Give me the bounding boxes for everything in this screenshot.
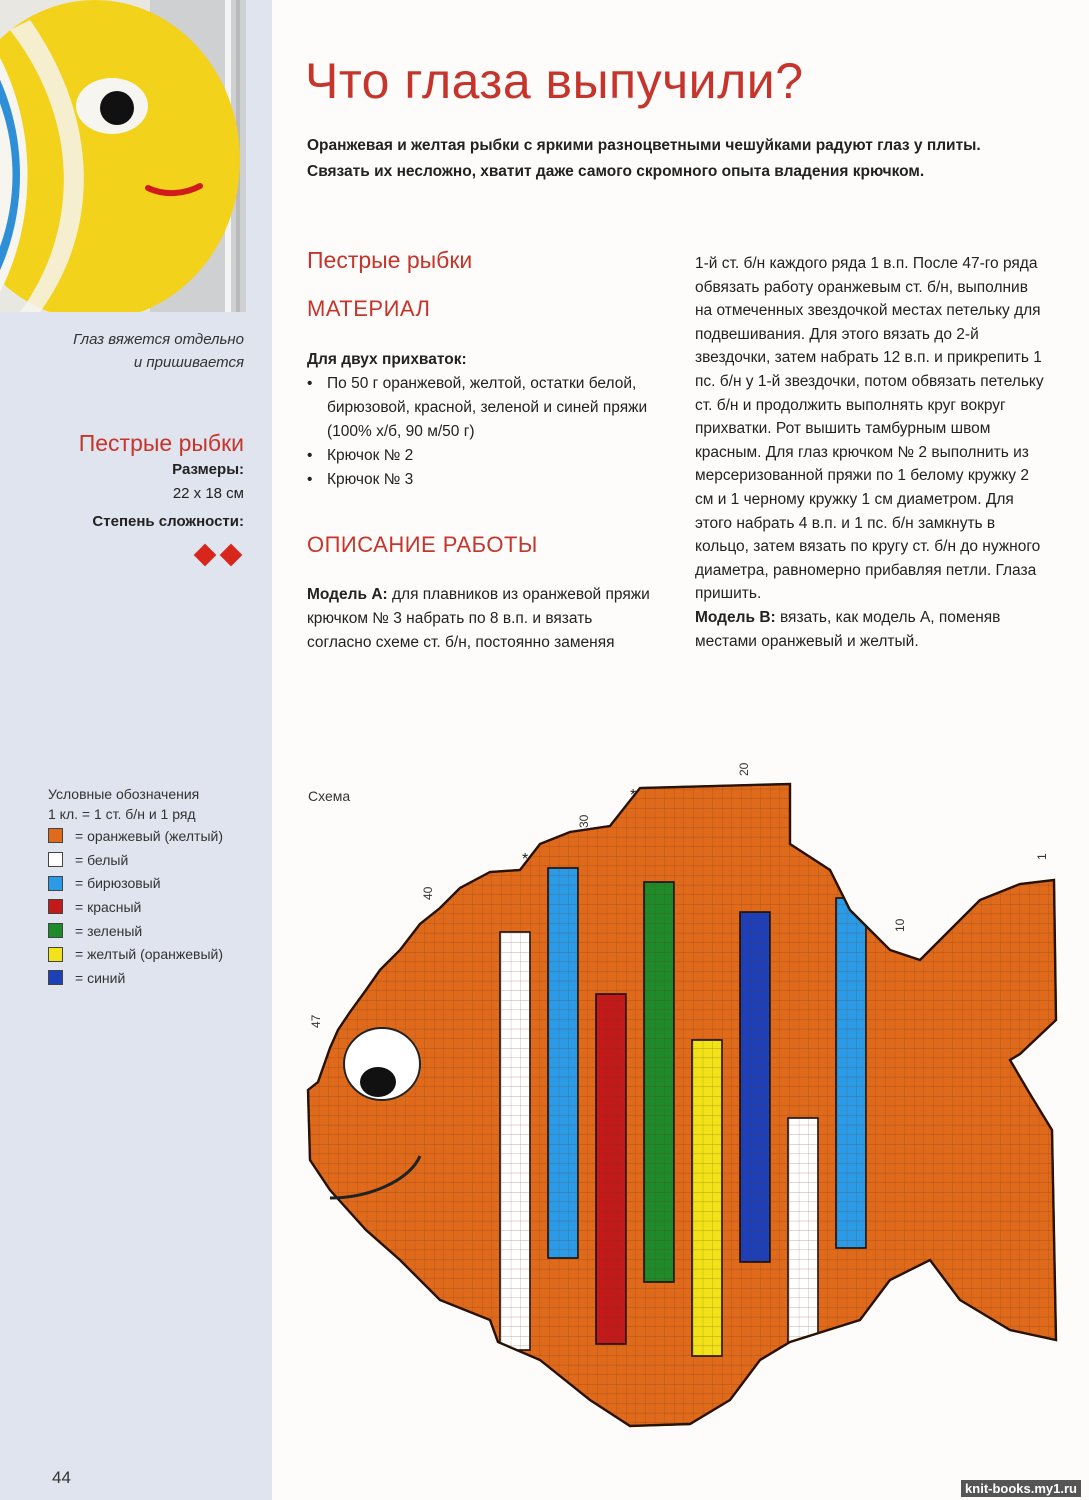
legend-item — [48, 895, 223, 919]
material-list — [307, 372, 657, 492]
page-title: Что глаза выпучили? — [305, 53, 804, 109]
row-number-label: 1 — [1035, 853, 1049, 860]
model-a-text: для плавников из оранжевой пряжи крючком № 3 набрать по 8 в.п. и вязать согласно схеме ст. б/н, постоянно заменяя — [307, 586, 650, 651]
yellow-fish-image — [0, 0, 246, 312]
legend-item — [48, 848, 223, 872]
legend — [48, 784, 223, 990]
legend-label: = красный — [75, 898, 142, 915]
size-label: Размеры: — [172, 461, 244, 478]
material-heading: МАТЕРИАЛ — [307, 296, 431, 321]
row-number-label: 10 — [893, 918, 907, 932]
fish-photo — [0, 0, 246, 312]
model-b-text: вязать, как модель А, поменяв местами оранжевый и желтый. — [695, 608, 1001, 650]
sidebar-title: Пестрые рыбки — [78, 430, 244, 456]
sidebar-info — [14, 428, 244, 568]
description-continued — [695, 252, 1045, 653]
legend-item — [48, 919, 223, 943]
material-item: • По 50 г оранжевой, желтой, остатки белой, бирюзовой, красной, зеленой и синей пряжи (100% х/б, 90 м/50 г) — [307, 372, 657, 444]
sidebar — [0, 0, 272, 1500]
fish-chart — [290, 760, 1080, 1450]
watermark: knit-books.my1.ru — [961, 1480, 1081, 1497]
difficulty-label: Степень сложности: — [92, 513, 244, 530]
row-number-label: 30 — [577, 814, 591, 828]
row-number-label: 40 — [421, 886, 435, 900]
difficulty-diamond-icon — [218, 542, 244, 568]
difficulty-rating — [14, 542, 244, 568]
material-for-label: Для двух прихваток: — [307, 351, 467, 368]
loop-star-marker: * — [630, 787, 637, 804]
legend-label: = зеленый — [75, 922, 143, 939]
description-heading: ОПИСАНИЕ РАБОТЫ — [307, 532, 538, 557]
legend-swatch — [48, 970, 63, 985]
legend-item — [48, 942, 223, 966]
size-value: 22 x 18 см — [172, 485, 244, 502]
section-title: Пестрые рыбки — [307, 247, 473, 273]
legend-label: = белый — [75, 851, 129, 868]
loop-star-marker: * — [522, 851, 529, 868]
grid-overlay — [290, 760, 1080, 1450]
model-a-paragraph — [307, 583, 659, 655]
difficulty-diamond-icon — [192, 542, 218, 568]
legend-label: = желтый (оранжевый) — [75, 946, 223, 963]
legend-swatch — [48, 876, 63, 891]
legend-label: = оранжевый (желтый) — [75, 827, 223, 844]
lead-paragraph: Оранжевая и желтая рыбки с яркими разноцветными чешуйками радуют глаз у плиты. Связать их несложно, хватит даже самого скромного опыта владения крючком. — [307, 137, 981, 180]
material-item: • Крючок № 3 — [307, 468, 657, 492]
legend-swatch — [48, 923, 63, 938]
model-a-label: Модель А: — [307, 586, 388, 603]
description-continued-text: 1-й ст. б/н каждого ряда 1 в.п. После 47-го ряда обвязать работу оранжевым ст. б/н, выполнив на отмеченных звездочкой местах петельку для подвешивания. Для этого вязать до 2-й звездочки, затем набрать 12 в.п. и прикрепить 1 пс. б/н у 1-й звездочки, потом обвязать петельку ст. б/н и продолжить выполнять круг вокруг прихватки. Рот вышить тамбурным швом красным. Для глаз крючком № 2 выполнить из мерсеризованной пряжи по 1 белому кружку 2 см и 1 черному кружку 1 см диаметром. Для этого набрать 4 в.п. и 1 пс. б/н замкнуть в кольцо, затем вязать по кругу ст. б/н до нужного диаметра, равномерно прибавляя петли. Глаза пришить. — [695, 255, 1044, 603]
caption-line-2: и пришивается — [133, 354, 244, 371]
legend-item — [48, 966, 223, 990]
material-item: • Крючок № 2 — [307, 444, 657, 468]
legend-label: = синий — [75, 969, 126, 986]
legend-item — [48, 824, 223, 848]
legend-swatch — [48, 828, 63, 843]
legend-label: = бирюзовый — [75, 875, 161, 892]
model-b-label: Модель В: — [695, 608, 776, 626]
row-number-label: 47 — [309, 1014, 323, 1028]
legend-note: 1 кл. = 1 ст. б/н и 1 ряд — [48, 806, 196, 822]
legend-swatch — [48, 947, 63, 962]
legend-swatch — [48, 899, 63, 914]
fish-eye — [344, 1028, 420, 1100]
material-block — [307, 348, 657, 492]
photo-caption — [24, 328, 244, 374]
row-number-label: 20 — [737, 762, 751, 776]
legend-items — [48, 824, 223, 990]
caption-line-1: Глаз вяжется отдельно — [73, 331, 244, 348]
legend-swatch — [48, 852, 63, 867]
page-number: 44 — [52, 1468, 71, 1487]
schema-label: Схема — [308, 788, 351, 804]
legend-item — [48, 871, 223, 895]
legend-title: Условные обозначения — [48, 786, 200, 802]
